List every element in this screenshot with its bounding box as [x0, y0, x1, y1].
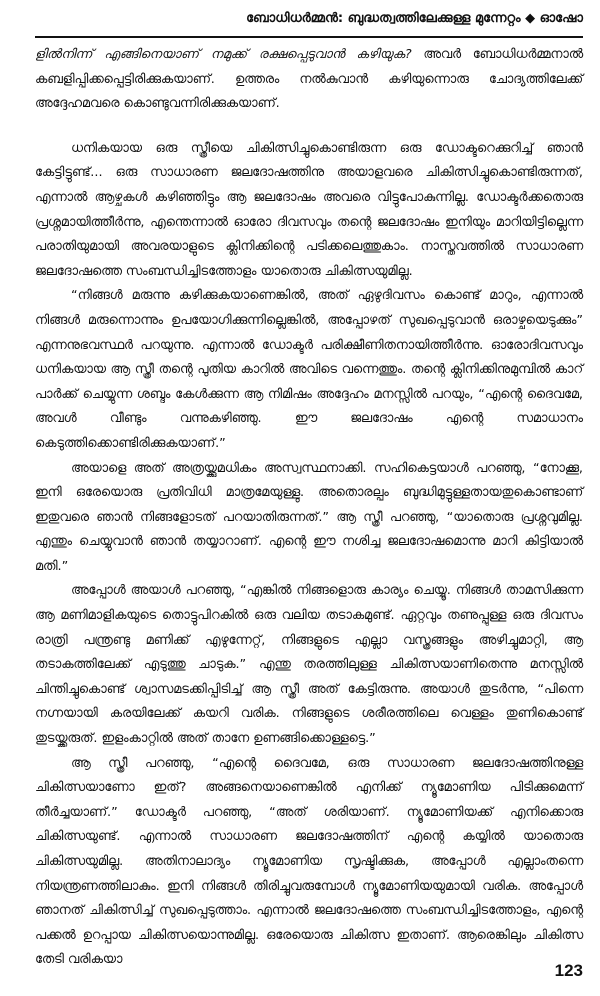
opening-question: ളിൽനിന്ന് എങ്ങിനെയാണ് നമുക്ക് രക്ഷപ്പെടുവാൻ കഴിയുക?	[35, 47, 412, 62]
paragraph-2: “നിങ്ങൾ മരുന്നു കഴിക്കുകയാണെങ്കിൽ, അത് ഏഴുദിവസം കൊണ്ട് മാറും, എന്നാൽ നിങ്ങൾ മരുന്നൊന്നും ഉപയോഗിക്കുന്നില്ലെങ്കിൽ, അപ്പോഴത് സുഖപ്പെടുവാൻ ഒരാഴ്ചയെടുക്കും” എന്നനുഭവസ്ഥർ പറയുന്നു. എന്നാൽ ഡോക്ടർ പരിക്ഷീണിതനായിത്തീർന്നു. ഓരോദിവസവും ധനികയായ ആ സ്ത്രീ തന്റെ പുതിയ കാറിൽ അവിടെ വന്നെത്തും. തന്റെ ക്ലിനിക്കിനുമുമ്പിൽ കാറ് പാർക്ക് ചെയ്യുന്ന ശബ്ദം കേൾക്കുന്ന ആ നിമിഷം അദ്ദേഹം മനസ്സിൽ പറയും, “എന്റെ ദൈവമേ, അവൾ വീണ്ടും വന്നുകഴിഞ്ഞു. ഈ ജലദോഷം എന്റെ സമാധാനം കെടുത്തിക്കൊണ്ടിരിക്കുകയാണ്.”	[35, 288, 583, 451]
page-number: 123	[554, 961, 583, 980]
paragraph-1: ധനികയായ ഒരു സ്ത്രീയെ ചികിത്സിച്ചുകൊണ്ടിരുന്ന ഒരു ഡോക്ടറെക്കുറിച്ച് ഞാൻ കേട്ടിട്ടുണ്ട്... ഒരു സാധാരണ ജലദോഷത്തിനു അയാളവരെ ചികിത്സിച്ചുകൊണ്ടിരുന്നത്, എന്നാൽ ആഴ്ചകൾ കഴിഞ്ഞിട്ടും ആ ജലദോഷം അവരെ വിട്ടുപോകുന്നില്ല. ഡോക്ടർക്കതൊരു പ്രശ്നമായിത്തീർന്നു, എന്തെന്നാൽ ഓരോ ദിവസവും തന്റെ ജലദോഷം ഇനിയും മാറിയിട്ടില്ലെന്ന പരാതിയുമായി അവരയാളുടെ ക്ലിനിക്കിന്റെ പടിക്കലെത്തുകാം. നാസ്തവത്തിൽ സാധാരണ ജലദോഷത്തെ സംബന്ധിച്ചിടത്തോളം യാതൊരു ചികിത്സയുമില്ല.	[35, 140, 583, 279]
running-header: ബോധിധർമ്മൻ: ബുദ്ധത്വത്തിലേക്കുള്ള മുന്നേറ്റം ◆ ഓഷോ	[246, 11, 583, 26]
header-rule	[35, 36, 583, 38]
opening-paragraph	[35, 43, 583, 117]
opening-rest: അവർ ബോധിധർമ്മനാൽ കബളിപ്പിക്കപ്പെട്ടിരിക്കുകയാണ്. ഉത്തരം നൽകുവാൻ കഴിയുന്നൊരു ചോദ്യത്തിലേക്ക് അദ്ദേഹമവരെ കൊണ്ടുവന്നിരിക്കുകയാണ്.	[35, 47, 583, 112]
body-text	[35, 43, 583, 973]
paragraph-4: അപ്പോൾ അയാൾ പറഞ്ഞു, “എങ്കിൽ നിങ്ങളൊരു കാര്യം ചെയ്യൂ. നിങ്ങൾ താമസിക്കുന്ന ആ മണിമാളികയുടെ തൊട്ടുപിറകിൽ ഒരു വലിയ തടാകമുണ്ട്. ഏറ്റവും തണുപ്പുള്ള ഒരു ദിവസം രാത്രി പന്ത്രണ്ടു മണിക്ക് എഴുന്നേറ്റ്, നിങ്ങളുടെ എല്ലാ വസ്ത്രങ്ങളും അഴിച്ചുമാറ്റി, ആ തടാകത്തിലേക്ക് എടുത്തു ചാടുക.” എന്തു തരത്തിലുള്ള ചികിത്സയാണിതെന്നു മനസ്സിൽ ചിന്തിച്ചുകൊണ്ട് ശ്വാസമടക്കിപ്പിടിച്ച് ആ സ്ത്രീ അത് കേട്ടിരുന്നു. അയാൾ തുടർന്നു, “പിന്നെ നഗ്നയായി കരയിലേക്ക് കയറി വരിക. നിങ്ങളുടെ ശരീരത്തിലെ വെള്ളം തുണികൊണ്ട് തുടയ്ക്കരുത്. ഇളംകാറ്റിൽ അത് താനേ ഉണങ്ങിക്കൊള്ളട്ടെ.”	[35, 583, 583, 747]
paragraph-3: അയാളെ അത് അത്രയ്ക്കുമധികം അസ്വസ്ഥനാക്കി. സഹികെട്ടയാൾ പറഞ്ഞു, “നോക്കൂ, ഇനി ഒരേയൊരു പ്രതിവിധി മാത്രമേയുള്ളു. അതൊരല്പം ബുദ്ധിമുട്ടുള്ളതായതുകൊണ്ടാണ് ഇതുവരെ ഞാൻ നിങ്ങളോടത് പറയാതിരുന്നത്.” ആ സ്ത്രീ പറഞ്ഞു, “യാതൊരു പ്രശ്നവുമില്ല. എന്തും ചെയ്യുവാൻ ഞാൻ തയ്യാറാണ്. എന്റെ ഈ നശിച്ച ജലദോഷമൊന്നു മാറി കിട്ടിയാൽ മതി.”	[35, 460, 583, 574]
paragraph-5: ആ സ്ത്രീ പറഞ്ഞു, “എന്റെ ദൈവമേ, ഒരു സാധാരണ ജലദോഷത്തിനുള്ള ചികിത്സയാണോ ഇത്? അങ്ങനെയാണെങ്കിൽ എനിക്ക് ന്യൂമോണിയ പിടിക്കുമെന്ന് തീർച്ചയാണ്.” ഡോക്ടർ പറഞ്ഞു, “അത് ശരിയാണ്. ന്യൂമോണിയക്ക് എനിക്കൊരു ചികിത്സയുണ്ട്. എന്നാൽ സാധാരണ ജലദോഷത്തിന് എന്റെ കയ്യിൽ യാതൊരു ചികിത്സയുമില്ല. അതിനാലാദ്യം ന്യൂമോണിയ സൃഷ്ടിക്കുക, അപ്പോൾ എല്ലാംതന്നെ നിയന്ത്രണത്തിലാകും. ഇനി നിങ്ങൾ തിരിച്ചുവരുമ്പോൾ ന്യൂമോണിയയുമായി വരിക. അപ്പോൾ ഞാനത് ചികിത്സിച്ച് സുഖപ്പെടുത്താം. എന്നാൽ ജലദോഷത്തെ സംബന്ധിച്ചിടത്തോളം, എന്റെ പക്കൽ ഉറപ്പായ ചികിത്സയൊന്നുമില്ല. ഒരേയൊരു ചികിത്സ ഇതാണ്. ആരെങ്കിലും ചികിത്സ തേടി വരികയാ	[35, 755, 583, 968]
